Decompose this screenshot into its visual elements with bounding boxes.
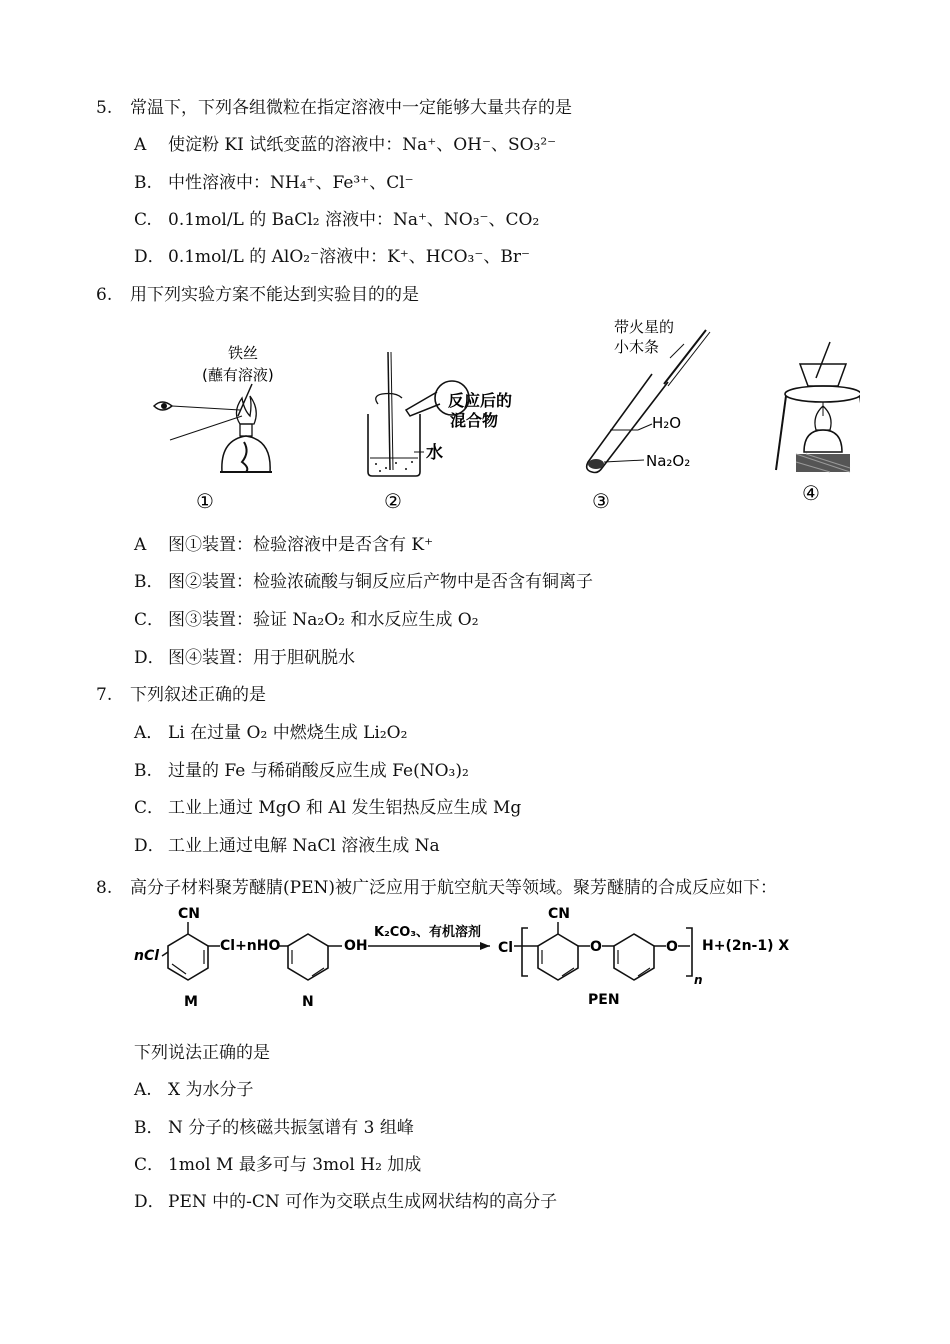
question-text: 用下列实验方案不能达到实验目的的是 <box>130 285 419 305</box>
option-text: 图②装置：检验浓硫酸与铜反应后产物中是否含有铜离子 <box>168 572 593 592</box>
q6-option-d <box>134 643 355 668</box>
fig2-label-top2: 混合物 <box>450 411 499 430</box>
q7-option-b <box>134 756 469 781</box>
pen-cn: CN <box>548 906 570 922</box>
flame-test-apparatus <box>154 344 274 472</box>
label-m: M <box>184 994 198 1010</box>
n-oh: OH <box>344 938 368 954</box>
option-text: 过量的 Fe 与稀硝酸反应生成 Fe(NO₃)₂ <box>168 761 469 781</box>
q8-sub-stem <box>134 1038 270 1063</box>
pen-n: n <box>694 973 703 987</box>
q8-option-a <box>134 1075 254 1100</box>
q8-option-d <box>134 1187 557 1212</box>
question-text: 高分子材料聚芳醚腈(PEN)被广泛应用于航空航天等领域。聚芳醚腈的合成反应如下： <box>130 878 777 898</box>
fig-number-2: ② <box>384 489 402 513</box>
molecule-m <box>134 906 280 1010</box>
option-label: D． <box>134 836 165 856</box>
q7-option-c <box>134 793 521 818</box>
option-label: D． <box>134 247 165 267</box>
fig1-label-line2: (蘸有溶液) <box>202 366 274 384</box>
m-prefix: nCl <box>134 948 160 964</box>
option-label: B. <box>134 173 152 193</box>
fig3-label-na2o2: Na₂O₂ <box>646 452 691 470</box>
q6-option-c <box>134 605 479 630</box>
question-number: 7. <box>96 685 113 705</box>
molecule-pen <box>498 906 789 1008</box>
fig3-label-top2: 小木条 <box>614 338 660 356</box>
option-text: 使淀粉 KI 试纸变蓝的溶液中：Na⁺、OH⁻、SO₃²⁻ <box>168 135 557 155</box>
q8-option-c <box>134 1150 421 1175</box>
question-5-stem <box>96 93 572 118</box>
fig2-label-water: 水 <box>426 443 443 463</box>
option-text: X 为水分子 <box>168 1080 254 1100</box>
question-8-stem <box>96 873 777 898</box>
q6-option-b <box>134 567 593 592</box>
option-label: D． <box>134 648 165 668</box>
option-text: Li 在过量 O₂ 中燃烧生成 Li₂O₂ <box>168 723 408 743</box>
option-text: 工业上通过 MgO 和 Al 发生铝热反应生成 Mg <box>168 798 522 818</box>
label-pen: PEN <box>588 992 620 1008</box>
option-label: A <box>134 135 147 155</box>
q5-option-d <box>134 242 530 267</box>
q6-apparatus-figure <box>140 312 860 522</box>
q7-option-a <box>134 718 407 743</box>
fig3-label-top1: 带火星的 <box>614 318 675 336</box>
option-label: A. <box>134 1080 152 1100</box>
pen-o2: O <box>666 939 678 955</box>
fig-number-4: ④ <box>802 481 820 505</box>
na2o2-test-tube-apparatus <box>587 318 710 473</box>
option-text: 图③装置：验证 Na₂O₂ 和水反应生成 O₂ <box>168 610 479 630</box>
dilution-apparatus <box>368 352 512 476</box>
q6-option-a <box>134 530 433 555</box>
question-text: 下列叙述正确的是 <box>130 685 266 705</box>
crucible-heating-apparatus <box>776 342 860 472</box>
option-label: B. <box>134 761 152 781</box>
option-label: C． <box>134 610 165 630</box>
pen-tail: H+(2n-1) X <box>702 938 790 954</box>
option-label: D． <box>134 1192 165 1212</box>
q5-option-c <box>134 205 539 230</box>
reagent: K₂CO₃、有机溶剂 <box>374 925 482 940</box>
q7-option-d <box>134 831 440 856</box>
q5-option-b <box>134 168 414 193</box>
option-text: 1mol M 最多可与 3mol H₂ 加成 <box>168 1155 422 1175</box>
molecule-n <box>278 934 368 1010</box>
option-text: 0.1mol/L 的 BaCl₂ 溶液中：Na⁺、NO₃⁻、CO₂ <box>168 210 540 230</box>
q5-option-a <box>134 130 556 155</box>
label-n: N <box>302 994 314 1010</box>
option-label: A． <box>134 723 164 743</box>
fig-number-1: ① <box>196 489 214 513</box>
option-label: A <box>134 535 147 555</box>
question-text: 常温下，下列各组微粒在指定溶液中一定能够大量共存的是 <box>130 98 572 118</box>
reaction-arrow <box>368 924 490 950</box>
option-text: 图①装置：检验溶液中是否含有 K⁺ <box>168 535 434 555</box>
q8-reaction-scheme <box>128 904 818 1022</box>
pen-cl: Cl <box>498 940 514 956</box>
option-text: N 分子的核磁共振氢谱有 3 组峰 <box>168 1118 414 1138</box>
m-cn: CN <box>178 906 200 922</box>
option-label: C． <box>134 798 165 818</box>
fig2-label-top1: 反应后的 <box>448 391 513 410</box>
option-label: C． <box>134 1155 165 1175</box>
question-text: 下列说法正确的是 <box>134 1043 270 1063</box>
option-label: B． <box>134 572 164 592</box>
option-text: 0.1mol/L 的 AlO₂⁻溶液中：K⁺、HCO₃⁻、Br⁻ <box>168 247 530 267</box>
fig1-label-line1: 铁丝 <box>228 344 259 362</box>
option-text: 中性溶液中：NH₄⁺、Fe³⁺、Cl⁻ <box>168 173 414 193</box>
question-7-stem <box>96 680 266 705</box>
option-text: PEN 中的-CN 可作为交联点生成网状结构的高分子 <box>168 1192 558 1212</box>
m-cl-plus: Cl+nHO <box>220 938 281 954</box>
option-text: 图④装置：用于胆矾脱水 <box>168 648 355 668</box>
option-label: B． <box>134 1118 164 1138</box>
question-number: 6. <box>96 285 113 305</box>
pen-o1: O <box>590 939 602 955</box>
question-6-stem <box>96 280 419 305</box>
option-label: C. <box>134 210 152 230</box>
q8-option-b <box>134 1113 414 1138</box>
fig-number-3: ③ <box>592 489 610 513</box>
question-number: 5. <box>96 98 113 118</box>
fig3-label-h2o: H₂O <box>652 414 682 432</box>
option-text: 工业上通过电解 NaCl 溶液生成 Na <box>168 836 440 856</box>
question-number: 8. <box>96 878 113 898</box>
